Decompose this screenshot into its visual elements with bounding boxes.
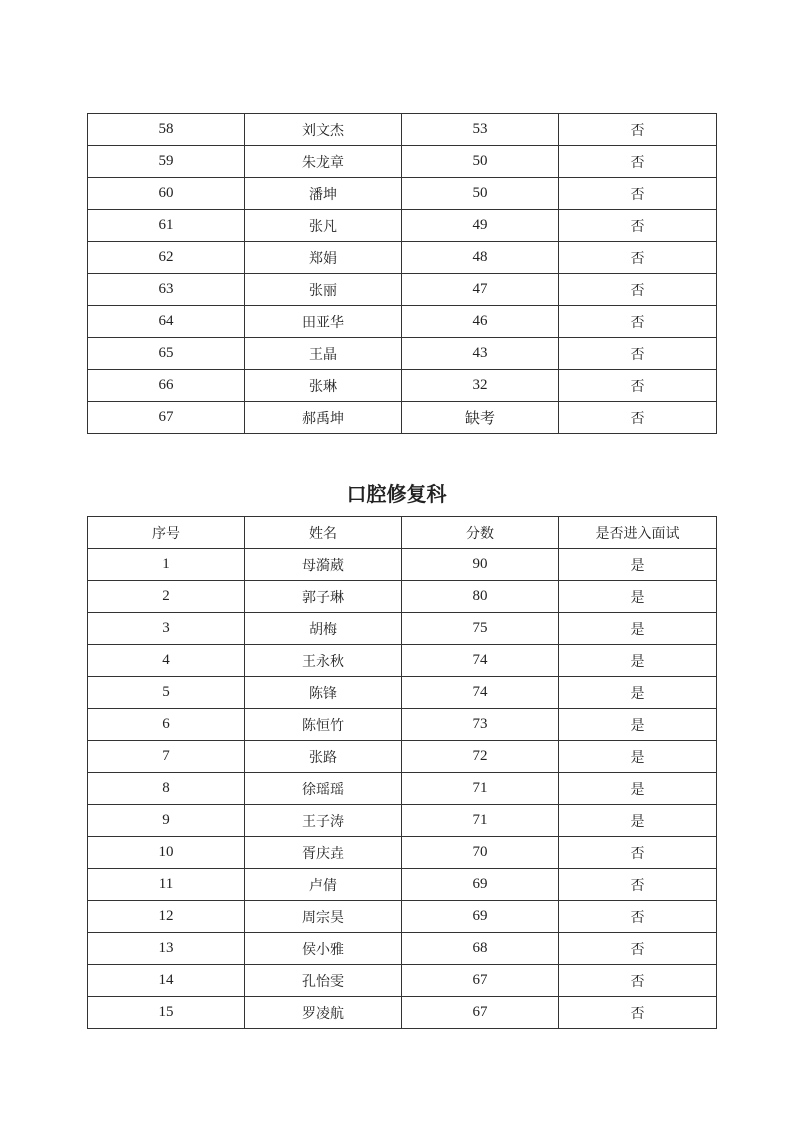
cell-name: 侯小雅 — [245, 933, 402, 965]
table-row — [88, 338, 717, 370]
cell-interview: 否 — [559, 242, 717, 274]
cell-interview: 否 — [559, 901, 717, 933]
table-row — [88, 645, 717, 677]
header-cell-name: 姓名 — [245, 517, 402, 549]
cell-interview: 否 — [559, 997, 717, 1029]
cell-interview: 是 — [559, 613, 717, 645]
cell-interview: 是 — [559, 709, 717, 741]
cell-name: 田亚华 — [245, 306, 402, 338]
cell-interview: 否 — [559, 210, 717, 242]
cell-number: 13 — [88, 933, 245, 965]
cell-score: 71 — [402, 773, 559, 805]
cell-number: 5 — [88, 677, 245, 709]
table-row — [88, 306, 717, 338]
cell-name: 陈恒竹 — [245, 709, 402, 741]
cell-name: 张琳 — [245, 370, 402, 402]
cell-number: 59 — [88, 146, 245, 178]
cell-score: 75 — [402, 613, 559, 645]
table-row — [88, 210, 717, 242]
header-cell-number: 序号 — [88, 517, 245, 549]
score-table-prosthodontics-body — [88, 549, 717, 1029]
table-row — [88, 869, 717, 901]
cell-interview: 否 — [559, 146, 717, 178]
cell-score: 69 — [402, 869, 559, 901]
cell-interview: 否 — [559, 933, 717, 965]
cell-score: 50 — [402, 178, 559, 210]
table-row — [88, 402, 717, 434]
table-row — [88, 146, 717, 178]
cell-number: 7 — [88, 741, 245, 773]
cell-score: 48 — [402, 242, 559, 274]
table-header-row — [88, 517, 717, 549]
cell-score: 70 — [402, 837, 559, 869]
header-cell-score: 分数 — [402, 517, 559, 549]
cell-interview: 否 — [559, 274, 717, 306]
cell-score: 53 — [402, 114, 559, 146]
table-row — [88, 901, 717, 933]
cell-number: 15 — [88, 997, 245, 1029]
cell-score: 69 — [402, 901, 559, 933]
cell-score: 50 — [402, 146, 559, 178]
cell-number: 12 — [88, 901, 245, 933]
cell-interview: 否 — [559, 338, 717, 370]
cell-name: 张路 — [245, 741, 402, 773]
cell-number: 65 — [88, 338, 245, 370]
cell-score: 67 — [402, 997, 559, 1029]
table-row — [88, 242, 717, 274]
cell-name: 刘文杰 — [245, 114, 402, 146]
cell-score: 43 — [402, 338, 559, 370]
cell-interview: 否 — [559, 370, 717, 402]
cell-number: 66 — [88, 370, 245, 402]
score-table-prosthodontics — [87, 516, 717, 1029]
cell-name: 孔怡雯 — [245, 965, 402, 997]
cell-score: 47 — [402, 274, 559, 306]
cell-interview: 否 — [559, 306, 717, 338]
cell-name: 卢倩 — [245, 869, 402, 901]
cell-score: 49 — [402, 210, 559, 242]
cell-name: 张丽 — [245, 274, 402, 306]
cell-name: 王晶 — [245, 338, 402, 370]
table-row — [88, 178, 717, 210]
cell-score: 73 — [402, 709, 559, 741]
cell-interview: 是 — [559, 741, 717, 773]
cell-number: 62 — [88, 242, 245, 274]
cell-score: 67 — [402, 965, 559, 997]
table-row — [88, 773, 717, 805]
table-row — [88, 997, 717, 1029]
score-table-continued-body — [88, 114, 717, 434]
table-row — [88, 114, 717, 146]
cell-interview: 是 — [559, 549, 717, 581]
cell-name: 郭子琳 — [245, 581, 402, 613]
cell-number: 60 — [88, 178, 245, 210]
cell-interview: 否 — [559, 869, 717, 901]
cell-number: 58 — [88, 114, 245, 146]
cell-number: 63 — [88, 274, 245, 306]
cell-interview: 是 — [559, 677, 717, 709]
score-table-continued — [87, 113, 717, 434]
cell-name: 胡梅 — [245, 613, 402, 645]
table-row — [88, 837, 717, 869]
cell-number: 8 — [88, 773, 245, 805]
table-row — [88, 581, 717, 613]
cell-number: 14 — [88, 965, 245, 997]
cell-name: 胥庆垚 — [245, 837, 402, 869]
cell-interview: 是 — [559, 645, 717, 677]
section-title: 口腔修复科 — [346, 482, 447, 506]
cell-interview: 否 — [559, 837, 717, 869]
table-row — [88, 933, 717, 965]
header-cell-interview: 是否进入面试 — [559, 517, 717, 549]
table-row — [88, 677, 717, 709]
cell-name: 张凡 — [245, 210, 402, 242]
cell-score: 68 — [402, 933, 559, 965]
table-row — [88, 274, 717, 306]
cell-number: 61 — [88, 210, 245, 242]
cell-name: 徐瑶瑶 — [245, 773, 402, 805]
cell-name: 周宗昊 — [245, 901, 402, 933]
cell-number: 2 — [88, 581, 245, 613]
cell-interview: 是 — [559, 805, 717, 837]
cell-interview: 否 — [559, 178, 717, 210]
cell-number: 3 — [88, 613, 245, 645]
cell-interview: 否 — [559, 965, 717, 997]
table-row — [88, 549, 717, 581]
cell-number: 6 — [88, 709, 245, 741]
cell-score: 缺考 — [402, 402, 559, 434]
cell-name: 郝禹坤 — [245, 402, 402, 434]
cell-number: 64 — [88, 306, 245, 338]
cell-score: 74 — [402, 677, 559, 709]
cell-score: 80 — [402, 581, 559, 613]
cell-number: 1 — [88, 549, 245, 581]
table-row — [88, 613, 717, 645]
cell-score: 90 — [402, 549, 559, 581]
cell-interview: 是 — [559, 773, 717, 805]
table-row — [88, 709, 717, 741]
table-row — [88, 805, 717, 837]
cell-number: 9 — [88, 805, 245, 837]
cell-number: 4 — [88, 645, 245, 677]
cell-interview: 是 — [559, 581, 717, 613]
cell-name: 母漪葳 — [245, 549, 402, 581]
cell-score: 46 — [402, 306, 559, 338]
table-row — [88, 370, 717, 402]
cell-number: 10 — [88, 837, 245, 869]
cell-name: 朱龙章 — [245, 146, 402, 178]
cell-number: 67 — [88, 402, 245, 434]
cell-name: 潘坤 — [245, 178, 402, 210]
cell-name: 郑娟 — [245, 242, 402, 274]
cell-score: 74 — [402, 645, 559, 677]
cell-number: 11 — [88, 869, 245, 901]
cell-name: 王永秋 — [245, 645, 402, 677]
cell-name: 罗凌航 — [245, 997, 402, 1029]
cell-score: 72 — [402, 741, 559, 773]
table-row — [88, 741, 717, 773]
cell-interview: 否 — [559, 114, 717, 146]
cell-score: 32 — [402, 370, 559, 402]
cell-name: 王子涛 — [245, 805, 402, 837]
cell-score: 71 — [402, 805, 559, 837]
cell-name: 陈锋 — [245, 677, 402, 709]
cell-interview: 否 — [559, 402, 717, 434]
table-row — [88, 965, 717, 997]
